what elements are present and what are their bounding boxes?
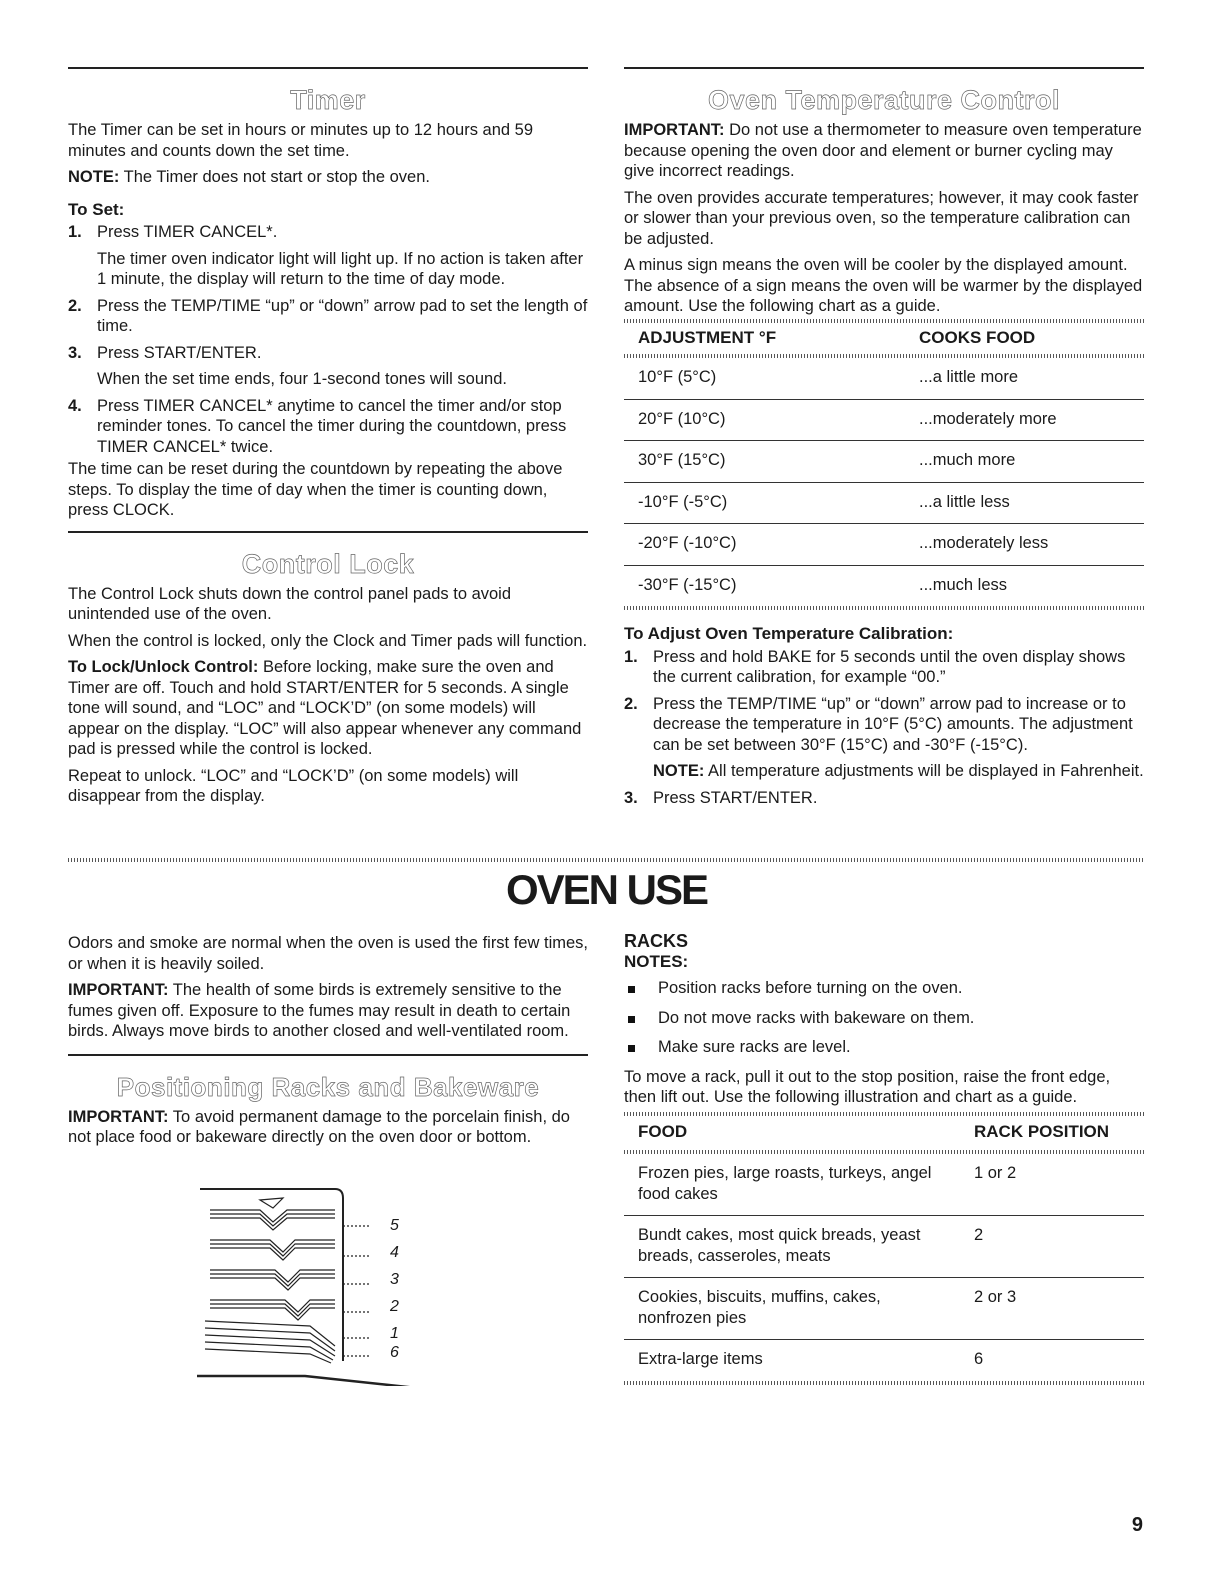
rack-stop-marker [260,1198,283,1208]
table-row: Bundt cakes, most quick breads, yeast breads, casseroles, meats 2 [624,1216,1144,1278]
page-number: 9 [1131,1514,1143,1536]
left-column-top [68,67,588,813]
timer-step-detail: When the set time ends, four 1-second tones will sound. [97,370,507,388]
timer-step-detail: The timer oven indicator light will light up. If no action is taken after 1 minute, the display will return to the time of day mode. [97,249,584,288]
rack-label: 5 [390,1217,399,1234]
table-header: FOOD RACK POSITION [638,1121,1110,1141]
control-lock-text: When the control is locked, only the Clock and Timer pads will function. [68,631,588,650]
calibration-step: 3. Press START/ENTER. [624,788,818,807]
rack-position-illustration [195,1186,455,1386]
calibration-table [624,319,1144,611]
oven-temp-text: The oven provides accurate temperatures; however, it may cook faster or slower than your previous oven, so the temperature calibration can be adjusted. [624,188,1139,248]
list-item: Make sure racks are level. [624,1037,1144,1058]
table-header: ADJUSTMENT °F COOKS FOOD [638,327,1036,347]
right-column-bottom [624,931,1144,1385]
rack-number-labels [390,1218,399,1365]
table-body [624,1154,1144,1381]
rack-leader-lines [343,1226,370,1356]
rack-2 [210,1300,335,1320]
calibration-step: 2. Press the TEMP/TIME “up” or “down” arrow pad to increase or to decrease the temperature in 10°F (5°C) amounts. The adjustment can be set between 30°F (15°C) and -30°F (-15°C). [624,694,1133,754]
rack-5 [210,1210,335,1230]
rack-1 [205,1321,335,1363]
racks-heading: RACKS [624,931,689,951]
rack-label: 1 [390,1325,399,1342]
oven-temp-title: Oven Temperature Control [707,85,1061,115]
timer-step: 1. Press TIMER CANCEL*. [68,223,278,241]
table-row: 10°F (5°C) ...a little more [624,358,1144,400]
oven-door-line [197,1376,445,1386]
table-row: 30°F (15°C) ...much more [624,441,1144,483]
list-item: Position racks before turning on the oven. [624,978,1144,999]
calibration-note: NOTE: All temperature adjustments will be displayed in Fahrenheit. [653,762,1144,780]
table-border [624,1381,1144,1385]
rack-4 [210,1240,335,1260]
control-lock-intro: The Control Lock shuts down the control panel pads to avoid unintended use of the oven. [68,584,512,623]
rack-label: 3 [390,1271,399,1288]
oven-use-important: IMPORTANT: The health of some birds is extremely sensitive to the fumes given off. Exposure to the fumes may result in death to certain birds. Always move birds to another closed and well-ventilated room. [68,981,571,1040]
timer-note: NOTE: The Timer does not start or stop the oven. [68,168,430,186]
table-row: -10°F (-5°C) ...a little less [624,483,1144,525]
left-column-bottom [68,933,588,1154]
oven-temp-important: IMPORTANT: Do not use a thermometer to measure oven temperature because opening the oven door and element or burner cycling may give incorrect readings. [624,121,1142,180]
table-row: Cookies, biscuits, muffins, cakes, nonfrozen pies 2 or 3 [624,1278,1144,1340]
positioning-title: Positioning Racks and Bakeware [116,1071,540,1102]
table-row: 20°F (10°C) ...moderately more [624,400,1144,442]
bullet-icon [628,1045,635,1052]
rack-label: 6 [390,1344,399,1361]
table-border [624,606,1144,610]
right-column-top [624,67,1144,814]
to-set-heading: To Set: [68,199,125,219]
section-rule [624,67,1144,69]
rack-position-table [624,1112,1144,1385]
timer-step: 2. Press the TEMP/TIME “up” or “down” arrow pad to set the length of time. [68,296,588,335]
table-body [624,358,1144,606]
notes-heading: NOTES: [624,951,689,971]
timer-reset-text: The time can be reset during the countdown by repeating the above steps. To display the time of day when the timer is counting down, press CLOCK. [68,460,563,519]
bullet-icon [628,1016,635,1023]
list-item: Do not move racks with bakeware on them. [624,1008,1144,1029]
section-rule [68,67,588,69]
rack-3 [210,1270,335,1290]
section-rule [68,1054,588,1056]
oven-use-title: OVEN USE [505,866,708,913]
section-rule [68,531,588,533]
timer-title: Timer [290,85,366,115]
control-lock-unlock: Repeat to unlock. “LOC” and “LOCK’D” (on some models) will disappear from the display. [68,766,519,805]
control-lock-title: Control Lock [241,548,415,579]
timer-step: 3. Press START/ENTER. [68,343,262,362]
rack-label: 4 [390,1244,399,1261]
table-row: -20°F (-10°C) ...moderately less [624,524,1144,566]
timer-step: 4. Press TIMER CANCEL* anytime to cancel the timer and/or stop reminder tones. To cancel the timer during the countdown, press TIMER CANCEL* twice. [68,396,567,456]
timer-intro: The Timer can be set in hours or minutes up to 12 hours and 59 minutes and counts down the set time. [68,121,534,160]
control-lock-instructions: To Lock/Unlock Control: Before locking, make sure the oven and Timer are off. Touch and hold START/ENTER for 5 seconds. A single tone will sound, and “LOC” and “LOCK’D” (on some models) will appear on the display. “LOC” will also appear whenever any command pad is pressed while the control is locked. [68,658,582,758]
section-divider [68,858,1144,862]
bullet-icon [628,986,635,993]
table-row: Extra-large items 6 [638,1350,984,1368]
calibration-step: 1. Press and hold BAKE for 5 seconds until the oven display shows the current calibration, for example “00.” [624,647,1126,686]
racks-instructions: To move a rack, pull it out to the stop position, raise the front edge, then lift out. Use the following illustration and chart as a guide. [624,1067,1111,1106]
oven-temp-text: A minus sign means the oven will be cooler by the displayed amount. The absence of a sign means the oven will be warmer by the displayed amount. Use the following chart as a guide. [624,256,1143,315]
table-row: -30°F (-15°C) ...much less [638,575,1008,594]
positioning-important: IMPORTANT: To avoid permanent damage to the porcelain finish, do not place food or bakeware directly on the oven door or bottom. [68,1107,570,1146]
table-row: Frozen pies, large roasts, turkeys, angel food cakes 1 or 2 [624,1154,1144,1216]
adjust-calibration-heading: To Adjust Oven Temperature Calibration: [624,624,954,643]
oven-use-intro: Odors and smoke are normal when the oven is used the first few times, or when it is heavily soiled. [68,934,588,973]
rack-label: 2 [390,1298,399,1315]
